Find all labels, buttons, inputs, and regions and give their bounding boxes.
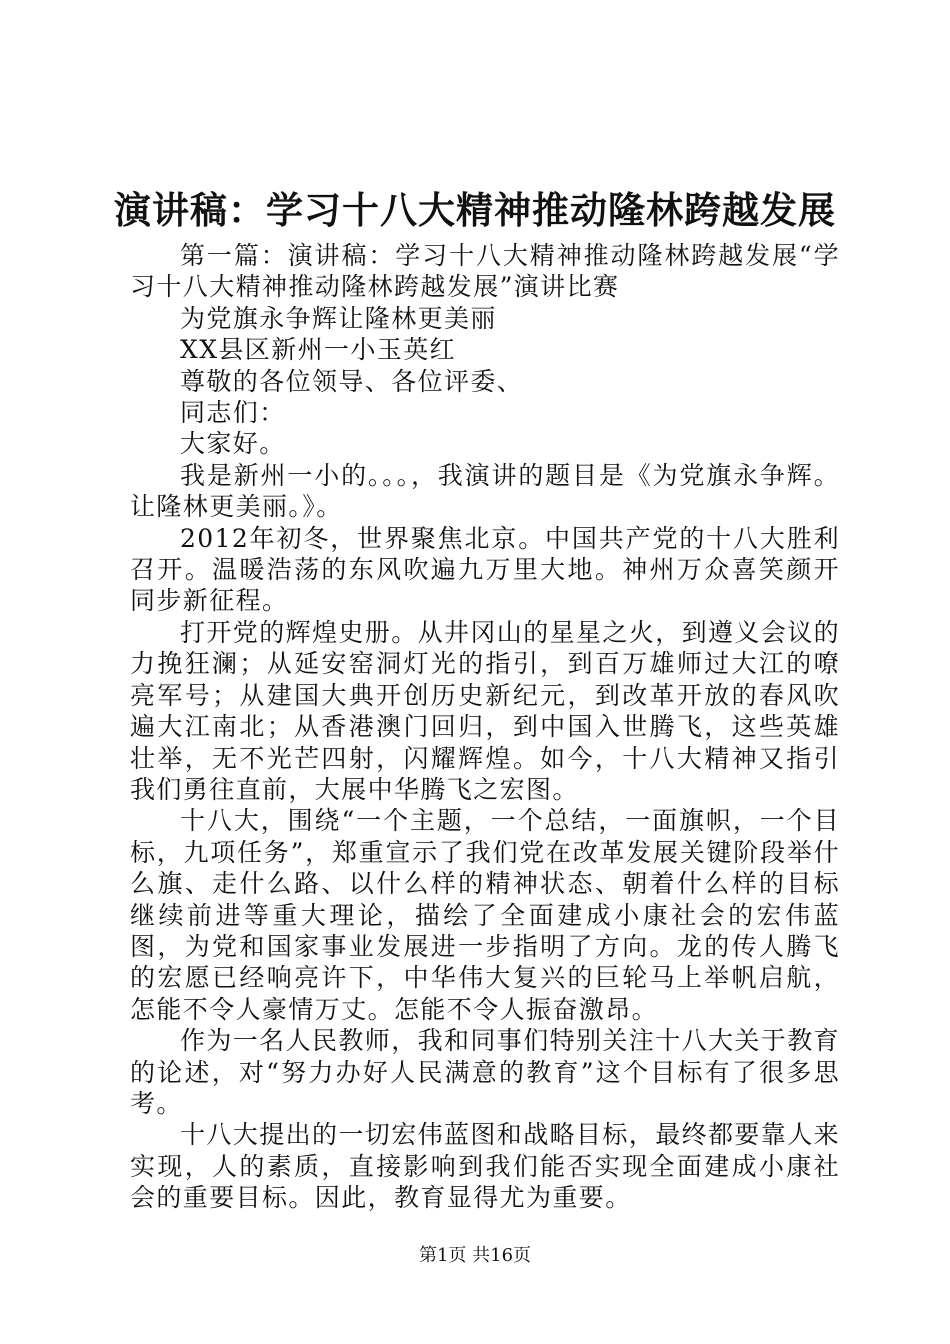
paragraph: 第一篇：演讲稿：学习十八大精神推动隆林跨越发展“学习十八大精神推动隆林跨越发展”演讲比赛: [130, 241, 840, 302]
paragraph: XX县区新州一小玉英红: [180, 335, 456, 365]
page-footer: 第1页 共16页: [418, 1245, 532, 1266]
paragraph: 2012年初冬，世界聚焦北京。中国共产党的十八大胜利召开。温暖浩荡的东风吹遍九万里大地。神州万众喜笑颜开同步新征程。: [130, 523, 840, 616]
paragraph: 打开党的辉煌史册。从井冈山的星星之火，到遵义会议的力挽狂澜；从延安窑洞灯光的指引，到百万雄师过大江的嘹亮军号；从建国大典开创历史新纪元，到改革开放的春风吹遍大江南北；从香港澳门回归，到中国入世腾飞，这些英雄壮举，无不光芒四射，闪耀辉煌。如今，十八大精神又指引我们勇往直前，大展中华腾飞之宏图。: [130, 617, 841, 804]
paragraph: 大家好。: [180, 429, 286, 459]
paragraph: 为党旗永争辉让隆林更美丽: [180, 303, 497, 333]
document-body: [130, 240, 840, 1214]
paragraph: 十八大，围绕“一个主题，一个总结，一面旗帜，一个目标，九项任务”，郑重宣示了我们党在改革发展关键阶段举什么旗、走什么路、以什么样的精神状态、朝着什么样的目标继续前进等重大理论，描绘了全面建成小康社会的宏伟蓝图，为党和国家事业发展进一步指明了方向。龙的传人腾飞的宏愿已经响亮许下，中华伟大复兴的巨轮马上举帆启航，怎能不令人豪情万丈。怎能不令人振奋激昂。: [130, 806, 840, 1024]
paragraph: 我是新州一小的。。。，我演讲的题目是《为党旗永争辉。让隆林更美丽。》。: [130, 460, 840, 522]
paragraph: 十八大提出的一切宏伟蓝图和战略目标，最终都要靠人来实现，人的素质，直接影响到我们能否实现全面建成小康社会的重要目标。因此，教育显得尤为重要。: [130, 1120, 841, 1213]
paragraph: 尊敬的各位领导、各位评委、: [180, 366, 524, 396]
document-title: 演讲稿：学习十八大精神推动隆林跨越发展: [114, 188, 836, 232]
paragraph: 同志们：: [180, 398, 286, 428]
paragraph: 作为一名人民教师，我和同事们特别关注十八大关于教育的论述，对“努力办好人民满意的教育”这个目标有了很多思考。: [130, 1026, 841, 1118]
